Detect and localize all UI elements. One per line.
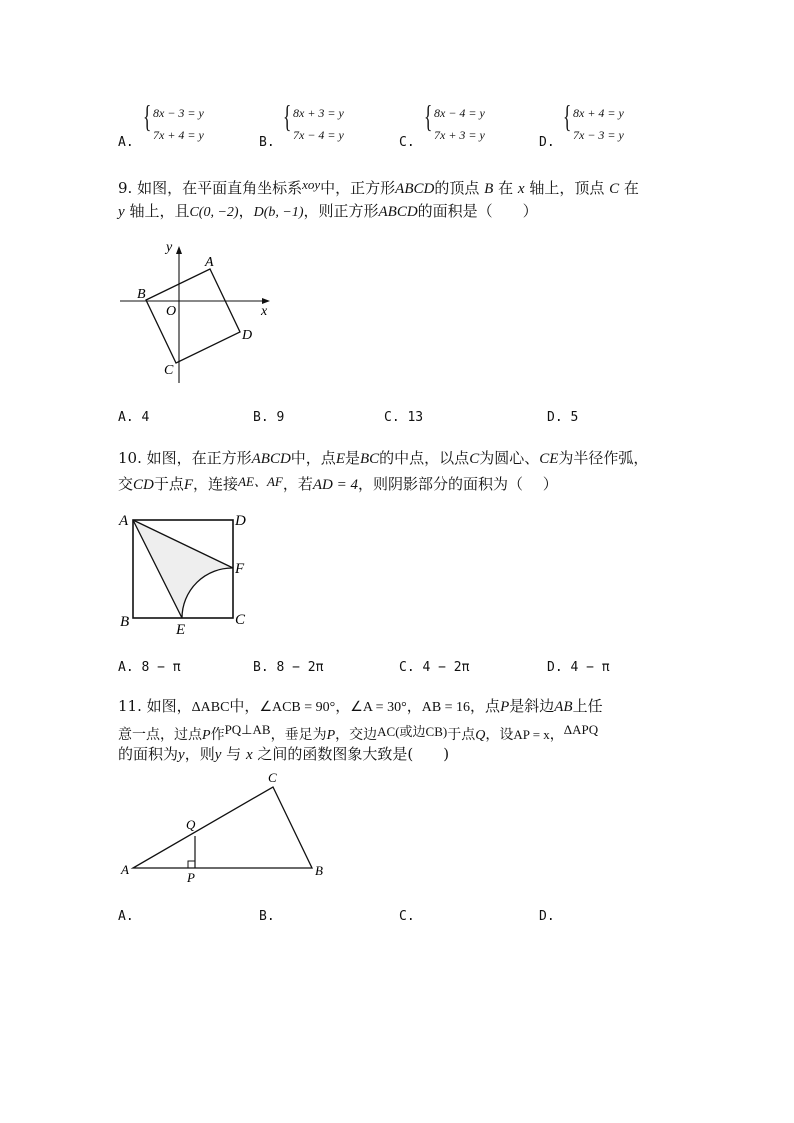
q9-option-d[interactable]: D. 5 [547,410,579,425]
q10-text-line1 [118,445,648,472]
equation: 7x − 4 = y [293,128,344,142]
text: 11. 如图， [118,697,192,715]
q9-option-c[interactable]: C. 13 [384,410,424,425]
text: 之间的函数图象大致是( ) [257,745,450,763]
math: E [335,451,345,467]
text: 中， [229,697,260,715]
text: 于点 [153,475,184,493]
text: 的面积为 [118,745,179,763]
math: CE [539,451,559,467]
label-a: A [119,513,129,529]
text: 上任 [572,697,603,715]
equation: 7x + 4 = y [153,128,204,142]
q11-option-a[interactable]: A. [118,909,134,924]
text: 在 [623,179,639,197]
text: ， [335,697,351,715]
math: D(b, −1) [253,205,304,220]
label-y: y [166,240,173,255]
math: B [484,181,494,197]
math: x [245,747,253,763]
text: ，交边 [335,727,378,743]
math: AD = 4 [312,477,358,493]
math: ABCD [251,451,291,467]
math: ΔABC [191,700,230,715]
q10-option-a[interactable]: A. 8 − π [118,660,181,675]
q10-option-d[interactable]: D. 4 − π [547,660,610,675]
option-letter: A. [118,135,134,150]
math: AE、AF [238,474,283,489]
math: ΔAPQ [563,722,599,737]
label-a: A [121,862,129,877]
brace-icon: { [283,98,292,134]
q11-option-b[interactable]: B. [259,909,275,924]
math: P [500,699,510,715]
text: 为圆心、 [479,449,540,467]
option-letter: B. [259,135,275,150]
text: ，则正方形 [303,202,379,220]
text: 是 [344,449,360,467]
q9-text-line2 [118,198,538,226]
math: y [118,204,125,220]
math: ABCD [395,181,435,197]
text: 作 [210,727,225,743]
right-angle-mark-icon [188,861,195,868]
text: 10. 如图，在正方形 [118,449,252,467]
math: AB [554,699,573,715]
text: 轴上，且 [129,202,190,220]
q10-option-b[interactable]: B. 8 − 2π [253,660,324,675]
math: AB = 16 [421,700,471,715]
q9-option-b[interactable]: B. 9 [253,410,285,425]
label-x: x [261,304,268,319]
option-letter: C. [399,135,415,150]
q11-option-d[interactable]: D. [539,909,555,924]
triangle-abc [133,787,312,868]
text: 轴上，顶点 [529,179,605,197]
math: C(0, −2) [189,205,239,220]
text: ，则阴影部分的面积为（ ） [357,475,558,493]
text: ，设 [485,727,514,743]
option-letter: D. [539,135,555,150]
label-d: D [235,513,246,529]
text: 中，点 [290,449,336,467]
text: 中，正方形 [320,179,396,197]
label-b: B [120,614,130,630]
equation: 8x + 4 = y [573,106,624,120]
label-e: E [176,622,186,638]
math: Q [475,728,486,743]
math: BC [360,451,380,467]
math: AC(或边CB) [377,724,448,739]
label-q: Q [186,817,196,832]
y-axis-arrow-icon [176,246,182,254]
math: x [517,181,525,197]
text: 在 [498,179,514,197]
q8-option-a[interactable] [118,131,134,150]
math: C [469,451,480,467]
math: P [202,728,211,743]
label-a: A [205,255,214,270]
text: 的面积是（ ） [417,202,538,220]
text: 9. 如图，在平面直角坐标系 [118,179,303,197]
equation: 7x + 3 = y [434,128,485,142]
text: ，若 [282,475,313,493]
q10-option-c[interactable]: C. 4 − 2π [399,660,470,675]
q11-option-c[interactable]: C. [399,909,415,924]
text: ，点 [470,697,501,715]
text: ，垂足为 [270,727,327,743]
q8-option-c[interactable] [399,131,415,150]
q11-text-line3 [118,741,449,768]
math: PQ⊥AB [224,722,271,737]
text: ，则 [184,745,215,763]
square-abcd [146,269,240,363]
text: ，连接 [193,475,239,493]
text: 是斜边 [509,697,555,715]
brace-icon: { [563,98,572,134]
label-b: B [315,863,323,878]
label-f: F [235,561,245,577]
shaded-region [133,520,233,618]
equation: 8x + 3 = y [293,106,344,120]
label-b: B [137,287,146,302]
q10-text-line2 [118,469,558,498]
text: ， [549,727,564,743]
text: 与 [226,745,242,763]
text: 为半径作弧， [558,449,649,467]
math: xoy [302,177,321,192]
math: P [326,728,336,743]
math: F [183,477,194,493]
math: y [178,747,185,763]
text: 意一点，过点 [118,727,202,743]
math: CD [133,477,154,493]
text: 的中点，以点 [379,449,470,467]
text: ， [406,697,422,715]
equation: 7x − 3 = y [573,128,624,142]
math: C [609,181,620,197]
math: AP = x [513,727,550,742]
label-c: C [235,612,246,628]
equation: 8x − 3 = y [153,106,204,120]
q8-option-d[interactable] [539,131,555,150]
q9-figure [118,236,278,384]
label-c: C [268,770,277,785]
equation: 8x − 4 = y [434,106,485,120]
math: ∠A = 30° [350,700,407,715]
math: y [214,747,222,763]
math: ∠ACB = 90° [259,700,336,715]
text: 交 [118,475,134,493]
label-p: P [187,870,195,885]
brace-icon: { [424,98,433,134]
q10-figure [116,508,256,638]
q11-figure [116,768,336,886]
brace-icon: { [143,98,152,134]
text: 的顶点 [434,179,480,197]
label-o: O [166,304,177,319]
label-d: D [242,328,253,343]
text: 于点 [447,727,476,743]
label-c: C [164,363,174,378]
q8-option-b[interactable] [259,131,275,150]
q9-option-a[interactable]: A. 4 [118,410,150,425]
text: ， [238,202,254,220]
math: ABCD [378,204,418,220]
